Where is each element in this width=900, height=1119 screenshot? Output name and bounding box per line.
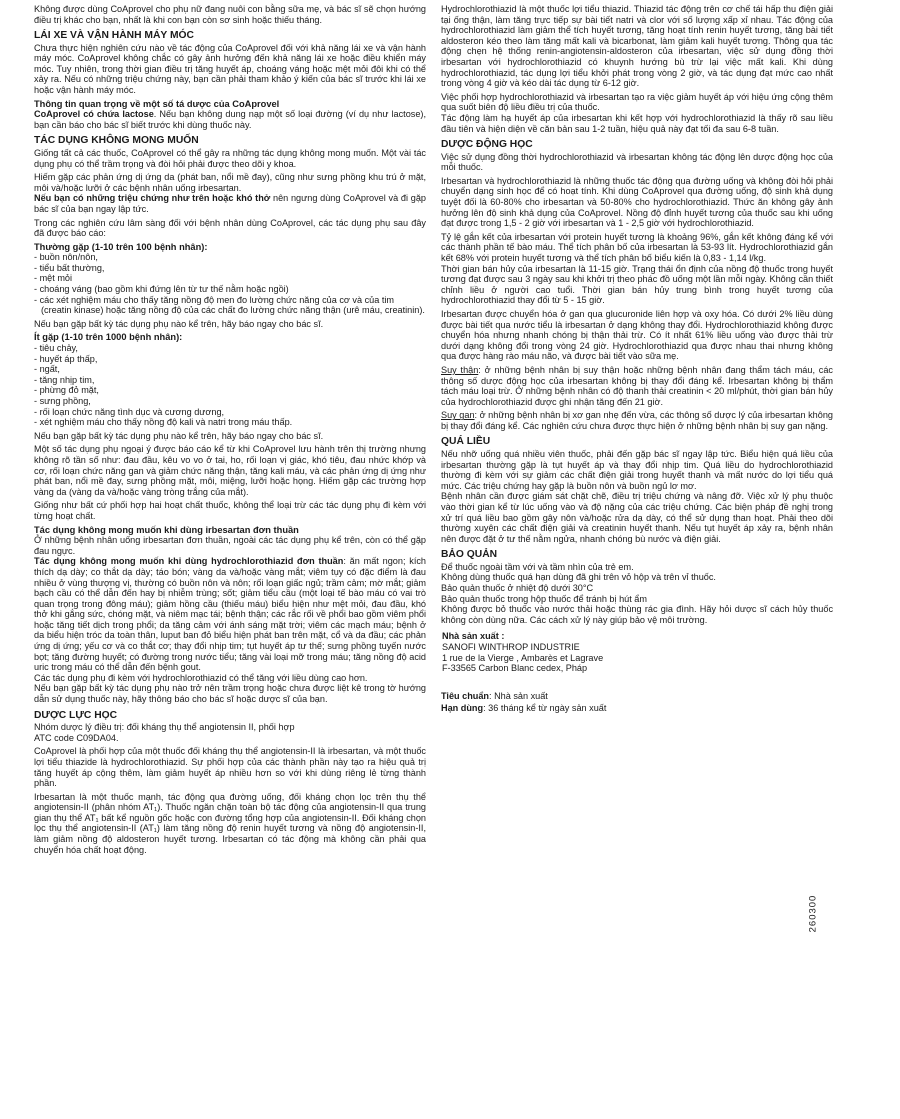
right-column	[441, 4, 833, 716]
pharmacodynamics-heading: DƯỢC LỰC HỌC	[34, 709, 118, 721]
atc-code: ATC code C09DA04.	[34, 732, 119, 743]
list-item: - buồn nôn/nôn,	[34, 252, 98, 263]
renal-label: Suy thận	[441, 364, 479, 375]
list-item: - huyết áp thấp,	[34, 353, 98, 364]
pharmacodynamics-paragraph-1: CoAprovel là phối hợp của một thuốc đối kháng thụ thể angiotensin-II là irbesartan, và một thuốc lợi tiểu thiazide là hydrochlorothiazid. Sự phối hợp của các thành phần này tạo ra hiệu quả trị tăng huyết áp cộng thêm, làm giảm huyết áp nhiều hơn so với khi dùng riêng lẻ từng thành phần.	[34, 746, 426, 789]
pk-paragraph-3: Tỷ lệ gắn kết của irbesartan với protein huyết tương là khoảng 96%, gắn kết không đáng kể với các thành phần tế bào máu. Thể tích phân bố của irbesartan là 53-93 lít. Hydrochlorothiazid gắn kết 68% với protein huyết tương và thể tích phân bố biểu kiến là 0,83 - 1,14 l/kg.	[441, 231, 833, 263]
combination-effect-paragraph: Việc phối hợp hydrochlorothiazid và irbesartan tạo ra việc giảm huyết áp với hiệu ứng cộng thêm qua suốt biên độ liều điều trị của thuốc.	[441, 91, 833, 113]
clinical-trials-paragraph: Trong các nghiên cứu lâm sàng đối với bệnh nhân dùng CoAprovel, các tác dụng phụ sau đây đã được báo cáo:	[34, 217, 426, 239]
uncommon-note: Nếu bạn gặp bất kỳ tác dụng phụ nào kể trên, hãy báo ngay cho bác sĩ.	[34, 430, 324, 441]
driving-heading: LÁI XE VÀ VẬN HÀNH MÁY MÓC	[34, 30, 194, 42]
manufacturer-name: SANOFI WINTHROP INDUSTRIE	[442, 641, 580, 652]
lactose-bold: CoAprovel có chứa lactose	[34, 109, 154, 120]
storage-heading: BẢO QUẢN	[441, 549, 498, 561]
common-heading: Thường gặp (1-10 trên 100 bệnh nhân):	[34, 241, 208, 252]
renal-paragraph	[441, 365, 833, 407]
left-column	[34, 4, 426, 858]
overdose-heading: QUÁ LIỀU	[441, 436, 491, 448]
hydrochlorothiazide-paragraph	[34, 556, 426, 673]
standard-line	[441, 691, 833, 702]
common-list	[34, 252, 426, 316]
print-code-text: 260300	[807, 894, 819, 933]
list-item: - rối loạn chức năng tình dục và cương dương,	[34, 406, 225, 417]
list-item: - choáng váng (bao gồm khi đứng lên từ tư thế nằm hoặc ngồi)	[34, 284, 289, 295]
storage-line: Để thuốc ngoài tầm với và tầm nhìn của trẻ em.	[441, 561, 634, 572]
hepatic-label: Suy gan	[441, 410, 475, 421]
breastfeeding-paragraph: Không được dùng CoAprovel cho phụ nữ đang nuôi con bằng sữa mẹ, và bác sĩ sẽ chọn hướng điều trị khác cho bạn, nhất là khi con bạn còn sơ sinh hoặc thiếu tháng.	[34, 4, 426, 25]
expiry-line	[441, 703, 833, 714]
common-note: Nếu bạn gặp bất kỳ tác dụng phụ nào kể trên, hãy báo ngay cho bác sĩ.	[34, 318, 324, 329]
storage-line: Bảo quản thuốc ở nhiệt độ dưới 30°C	[441, 583, 594, 593]
storage-line: Không được bỏ thuốc vào nước thải hoặc thùng rác gia đình. Hãy hỏi dược sĩ cách hủy thuốc không còn dùng nữa. Các cách xử lý này giúp bảo vệ môi trường.	[441, 604, 833, 625]
storage-line: Bảo quản thuốc trong hộp thuốc để tránh bị hút ẩm	[441, 593, 647, 604]
pk-paragraph-5: Irbesartan được chuyển hóa ở gan qua glucuronide liên hợp và oxy hóa. Có dưới 2% liều dùng được bài tiết qua nước tiểu là irbesartan ở dạng không thay đổi. Hydrochlorothiazid không được chuyển hóa nhưng nhanh chóng bị thận thải trừ. Có ít nhất 61% liều uống vào được thải trừ dưới dạng không đổi trong vòng 24 giờ. Hydrochlorothiazid qua được nhau thai nhưng không qua được hàng rào máu não, và được bài tiết vào sữa mẹ.	[441, 308, 833, 362]
uncommon-list	[34, 343, 426, 428]
list-item: - tăng nhịp tim,	[34, 374, 95, 385]
list-item: - tiêu chảy,	[34, 343, 78, 354]
print-code	[806, 884, 820, 944]
list-item: - các xét nghiệm máu cho thấy tăng nồng độ men đo lường chức năng của cơ và của tim (creatin kinase) hoặc tăng nồng độ của các chất đo lường chức năng thận (urê máu, creatinin).	[34, 294, 425, 316]
list-item: - mệt mỏi	[34, 273, 73, 284]
allergy-paragraph: Hiếm gặp các phản ứng dị ứng da (phát ban, nổi mề đay), cũng như sưng phồng khu trú ở mặt, môi và/hoặc lưỡi ở các bệnh nhân uống irbesartan.	[34, 172, 426, 193]
manufacturer-address-1: 1 rue de la Vierge , Ambarès et Lagrave	[442, 652, 604, 663]
hydrochlorothiazide-bold: Tác dụng không mong muốn khi dùng hydrochlorothiazid đơn thuần	[34, 556, 344, 567]
manufacturer-block	[442, 631, 833, 673]
driving-paragraph: Chưa thực hiện nghiên cứu nào về tác động của CoAprovel đối với khả năng lái xe và vận hành máy móc. CoAprovel không chắc có gây ảnh hưởng đến khả năng lái xe hoặc điều khiển máy móc. Tuy nhiên, trong thời gian điều trị tăng huyết áp, choáng váng hoặc mệt mỏi đôi khi có thể xảy ra. Nếu có những triệu chứng này, bạn cần phải tham khảo ý kiến của bác sĩ trước khi lái xe hoặc vận hành máy móc.	[34, 42, 426, 96]
lactose-paragraph	[34, 109, 426, 130]
pharmacokinetics-heading: DƯỢC ĐỘNG HỌC	[441, 139, 533, 151]
side-effects-heading: TÁC DỤNG KHÔNG MONG MUỐN	[34, 135, 199, 147]
dose-paragraph: Các tác dụng phụ đi kèm với hydrochlorothiazid có thể tăng với liều dùng cao hơn.	[34, 672, 368, 683]
list-item: - tiểu bất thường,	[34, 262, 105, 273]
report-paragraph: Nếu bạn gặp bất kỳ tác dụng phụ nào trở nên trầm trọng hoặc chưa được liệt kê trong tờ hướng dẫn sử dụng thuốc này, hãy thông báo cho bác sĩ hoặc dược sĩ của bạn.	[34, 683, 426, 705]
expiry-label: Hạn dùng	[441, 703, 484, 714]
manufacturer-heading: Nhà sản xuất :	[442, 631, 505, 642]
overdose-paragraph-2: Bệnh nhân cần được giám sát chặt chẽ, điều trị triệu chứng và nâng đỡ. Việc xử lý phụ thuộc vào thời gian kể từ lúc uống vào và độ nặng của các triệu chứng. Các biện pháp đề nghị trong xử trí quá liều bao gồm gây nôn và/hoặc rửa dạ dày, có thể sử dụng than hoạt. Phải theo dõi thường xuyên các chất điện giải và creatinin huyết thanh. Nếu tụt huyết áp xảy ra, bệnh nhân nên được đặt ở tư thế nằm ngửa, nhanh chóng bù nước và điện giải.	[441, 491, 833, 544]
lactose-text: . Nếu bạn không dung nạp một số loại đường (ví dụ như lactose), bạn cần báo cho bác sĩ biết trước khi dùng thuốc này.	[34, 109, 426, 130]
list-item: - ngất,	[34, 364, 60, 375]
list-item: - phừng đỏ mặt,	[34, 385, 99, 396]
stop-bold: Nếu bạn có những triệu chứng như trên hoặc khó thở	[34, 193, 271, 204]
stop-text: nên ngưng dùng CoAprovel và đi gặp bác sĩ của bạn ngay lập tức.	[34, 193, 426, 214]
hydrochlorothiazide-text: : ăn mất ngon; kích thích dạ dày; co thắt dạ dày; táo bón; vàng da và/hoặc vàng mắt; viêm tụy có đặc điểm là đau nhiều ở vùng thượng vị, thường có buồn nôn và nôn; rối loạn giấc ngủ; trầm cảm; mờ mắt; giảm bạch cầu có thể dẫn đến hay bị nhiễm trùng; sốt; giảm tiểu cầu (một loại tế bào máu có vai trò quan trọng trong đông máu); giảm hồng cầu (thiếu máu) biểu hiện như mệt mỏi, đau đầu, khó thở khi gắng sức, chóng mặt, và niêm mạc tái; bệnh thận; các rắc rối về phổi bao gồm viêm phổi hoặc tăng tiết dịch trong phổi; da tăng cảm với ánh sáng mặt trời; viêm các mạch máu; bệnh ở da biểu hiện tróc da toàn thân, luput ban đỏ biểu hiện phát ban trên mặt, cổ và da đầu; các phản ứng dị ứng; yếu cơ và co thắt cơ; thay đổi nhịp tim; tụt huyết áp tư thế; sưng phồng tuyến nước bọt; tăng đường huyết; có đường trong nước tiểu; tăng vài loại mỡ trong máu; tăng nồng độ acid uric trong máu có thể dẫn đến bệnh gout.	[34, 556, 427, 673]
hepatic-text: : ở những bệnh nhân bị xơ gan nhẹ đến vừa, các thông số dược lý của irbesartan không bị thay đổi đáng kể. Các nghiên cứu chưa được thực hiện ở những bệnh nhân bị suy gan nặng.	[441, 410, 833, 431]
expiry-value: : 36 tháng kể từ ngày sản xuất	[483, 703, 607, 714]
standard-block	[441, 691, 833, 714]
list-item: - xét nghiệm máu cho thấy nồng độ kali và natri trong máu thấp.	[34, 417, 293, 428]
pk-paragraph-1: Việc sử dụng đồng thời hydrochlorothiazid và irbesartan không tác động lên dược động học của mỗi thuốc.	[441, 151, 833, 173]
hepatic-paragraph	[441, 410, 833, 431]
storage-line: Không dùng thuốc quá hạn dùng đã ghi trên vỏ hộp và trên vỉ thuốc.	[441, 572, 716, 583]
uncommon-heading: Ít gặp (1-10 trên 1000 bệnh nhân):	[34, 332, 183, 343]
pk-paragraph-4: Thời gian bán hủy của irbesartan là 11-15 giờ. Trạng thái ổn định của nồng độ thuốc trong huyết tương đạt được sau 3 ngày sau khi khởi trị theo phác đồ uống một lần mỗi ngày. Không cần thiết chỉnh liều ở người cao tuổi. Thời gian bán hủy trung bình trong huyết tương của hydrochlorothiazid thay đổi từ 5 - 15 giờ.	[441, 263, 833, 306]
overdose-paragraph-1: Nếu nhỡ uống quá nhiều viên thuốc, phải đến gặp bác sĩ ngay lập tức. Biểu hiện quá liều của irbesartan thường gặp là tụt huyết áp và thay đổi nhịp tim. Quá liều do hydrochlorothiazid thường đi kèm với sự giảm các chất điện giải trong huyết thanh và mất nước do lợi tiểu quá mức. Các triệu chứng hay gặp là buồn nôn và buồn ngủ lơ mơ.	[441, 448, 833, 491]
manufacturer-address-2: F-33565 Carbon Blanc cedex, Pháp	[442, 663, 588, 674]
irbesartan-paragraph: Ở những bệnh nhân uống irbesartan đơn thuần, ngoài các tác dụng phụ kể trên, còn có thể gặp đau ngực.	[34, 535, 426, 556]
onset-paragraph: Tác động làm hạ huyết áp của irbesartan khi kết hợp với hydrochlorothiazid là thấy rõ sau liều đầu tiên và hiện diện về căn bản sau 1-2 tuần, hiệu quả này đạt tối đa sau 6-8 tuần.	[441, 112, 833, 134]
thiazide-paragraph: Hydrochlorothiazid là một thuốc lợi tiểu thiazid. Thiazid tác động trên cơ chế tái hấp thu điện giải tại ống thận, làm tăng trực tiếp sự bài tiết natri và clor với số lượng xấp xỉ nhau. Tác động của hydrochlorothiazid làm giảm thể tích huyết tương, tăng hoạt tính renin huyết tương, tăng bài tiết aldosteron kéo theo làm tăng mất kali và bicarbonat, làm giảm kali huyết tương. Thông qua tác động chẹn hệ thống renin-angiotensin-aldosteron của irbesartan, việc sử dụng đồng thời irbesartan với hydrochlorothiazid có khuynh hướng bù trừ lại việc mất kali. Khi dùng hydrochlorothiazid, tác dụng lợi tiểu khởi phát trong vòng 2 giờ, và tác dụng đạt mức cao nhất trong vòng 4 giờ và kéo dài tác dụng từ 6-12 giờ.	[441, 4, 833, 89]
pk-paragraph-2: Irbesartan và hydrochlorothiazid là những thuốc tác động qua đường uống và không đòi hỏi phải chuyển dạng sinh học để có hoạt tính. Khi dùng CoAprovel qua đường uống, độ sinh khả dụng tuyệt đối là 60-80% cho irbesartan và 50-80% cho hydrochlorothiazid. Thức ăn không gây ảnh hưởng lên độ sinh khả dụng của CoAprovel. Nồng độ đỉnh huyết tương của thuốc sau khi uống đạt được trong 1,5 - 2 giờ với irbesartan và 1 - 2,5 giờ với hydrochlorothiazid.	[441, 175, 833, 229]
side-effects-intro: Giống tất cả các thuốc, CoAprovel có thể gây ra những tác dụng không mong muốn. Một vài tác dụng phụ có thể trầm trọng và đòi hỏi phải được theo dõi y khoa.	[34, 147, 426, 169]
pharmacodynamics-paragraph-2: Irbesartan là một thuốc mạnh, tác động qua đường uống, đối kháng chọn lọc trên thụ thể angiotensin-II (phân nhóm AT₁). Thuốc ngăn chặn toàn bộ tác động của angiotensin-II qua trung gian thụ thể AT₁ bất kể nguồn gốc hoặc con đường tổng hợp của angiotensin-II. Đối kháng chọn lọc thụ thể angiotensin-II (AT₁) làm tăng nồng độ renin huyết tương và nồng độ angiotensin-II, làm giảm nồng độ aldosteron huyết tương. Irbesartan có tác động mà không cần phải qua chuyển hóa chất hoạt động.	[34, 791, 426, 855]
renal-text: : ở những bệnh nhân bị suy thận hoặc những bệnh nhân đang thẩm tách máu, các thông số dược động học của irbesartan không bị thay đổi đáng kể. Irbesartan không bị thẩm tách máu loại trừ. Ở những bệnh nhân có độ thanh thải creatinin < 20 ml/phút, thời gian bán hủy của hydrochlorothiazid được ghi nhận tăng đến 21 giờ.	[441, 364, 833, 407]
standard-value: : Nhà sản xuất	[489, 690, 548, 701]
standard-label: Tiêu chuẩn	[441, 690, 489, 701]
excipients-heading: Thông tin quan trọng về một số tá dược của CoAprovel	[34, 98, 280, 109]
combination-paragraph: Giống như bất cứ phối hợp hai hoạt chất thuốc, không thể loại trừ các tác dụng phụ đi kèm với từng hoạt chất.	[34, 500, 426, 521]
stop-paragraph	[34, 193, 426, 214]
list-item: - sưng phồng,	[34, 396, 91, 406]
irbesartan-heading: Tác dụng không mong muốn khi dùng irbesartan đơn thuần	[34, 524, 299, 535]
pharmacological-group: Nhóm dược lý điều trị: đối kháng thụ thể angiotensin II, phối hợp	[34, 722, 295, 733]
post-marketing-paragraph: Một số tác dụng phụ ngoại ý được báo cáo kể từ khi CoAprovel lưu hành trên thị trường nhưng không rõ tần số như: đau đầu, kêu vo vo ở tai, ho, rối loạn vị giác, khó tiêu, đau nhức khớp và cơ, rối loạn chức năng gan và giảm chức năng thận, tăng kali máu, và các phản ứng dị ứng như phát ban, nổi mề đay, sưng phồng mặt, môi, miệng, lưỡi hoặc họng. Hiếm gặp các trường hợp vàng da (vàng da và/hoặc vàng tròng trắng của mắt).	[34, 444, 426, 497]
